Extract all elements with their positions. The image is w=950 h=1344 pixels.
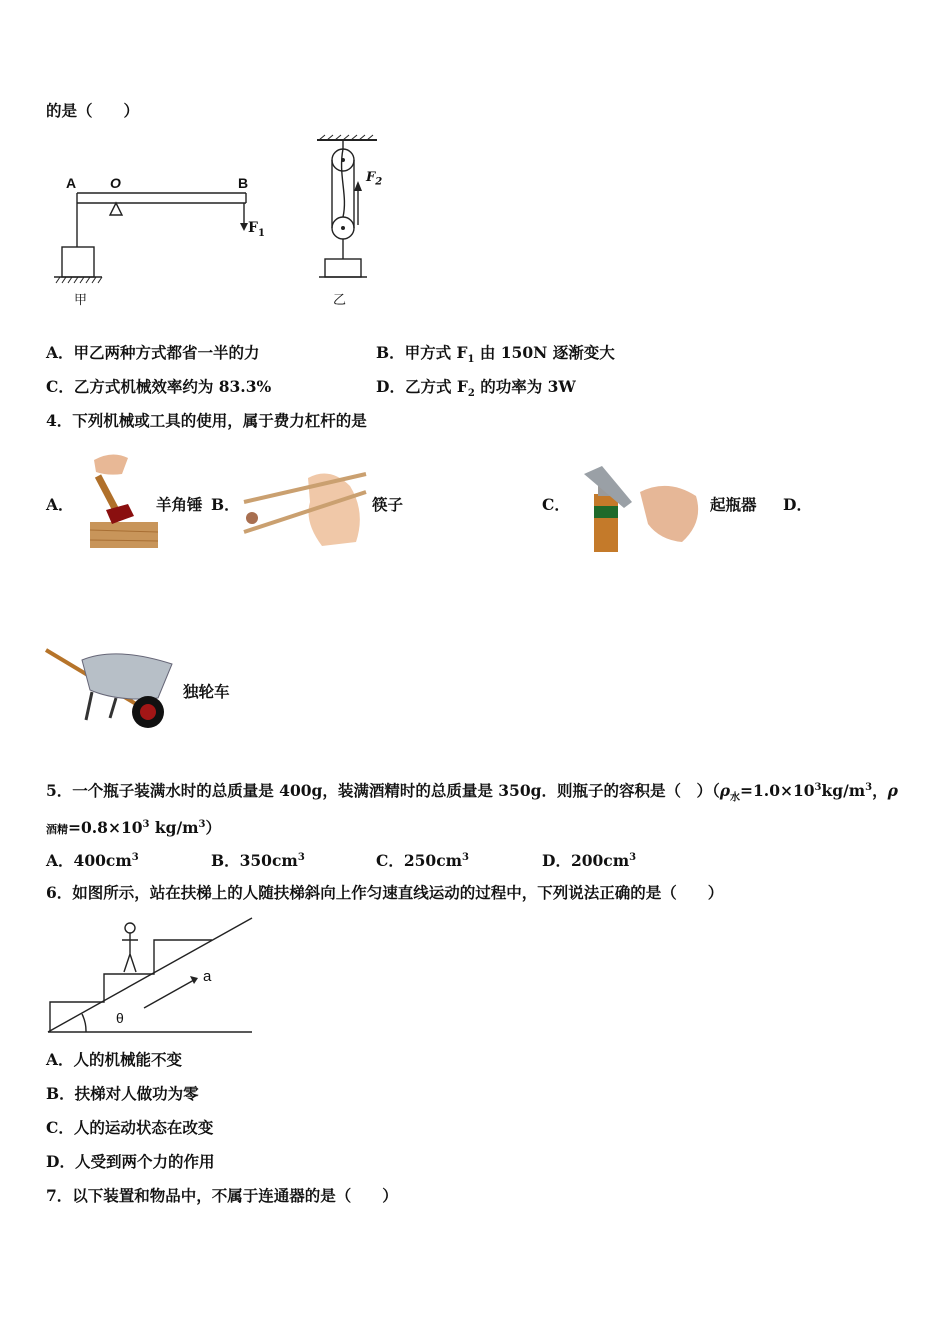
- force-f1-label: $F_1$: [248, 220, 265, 239]
- point-o-label: O: [110, 175, 121, 191]
- point-b-label: B: [238, 175, 249, 191]
- q3-option-d[interactable]: D．乙方式 $F_2$ 的功率为 3W: [376, 377, 576, 400]
- q5-option-b[interactable]: B．$350cm^3$: [211, 851, 305, 871]
- accel-label: a: [203, 968, 212, 985]
- q5-option-a[interactable]: A．$400cm^3$: [46, 851, 139, 871]
- claw-hammer-image: [82, 450, 162, 550]
- q5-stem: 5．一个瓶子装满水时的总质量是 400g，装满酒精时的总质量是 350g．则瓶子的容积是（ ）（$\rho_水=1.0\times 10^3kg/m^3$，ρ: [46, 781, 898, 804]
- point-a-label: A: [66, 175, 77, 191]
- chopsticks-image: [238, 462, 370, 552]
- q4-stem: 4．下列机械或工具的使用，属于费力杠杆的是: [46, 411, 367, 430]
- q3-option-b[interactable]: B．甲方式 $F_1$ 由 150N 逐渐变大: [376, 343, 615, 366]
- force-f2-label: $F_2$: [366, 170, 383, 188]
- q5-option-d[interactable]: D．$200cm^3$: [542, 851, 637, 871]
- q4-option-b-letter[interactable]: B．: [211, 495, 240, 514]
- escalator-diagram: [48, 912, 258, 1037]
- q7-stem: 7．以下装置和物品中，不属于连通器的是（ ）: [46, 1186, 398, 1205]
- q3-option-a[interactable]: A．甲乙两种方式都省一半的力: [46, 343, 260, 362]
- bottle-opener-image: [572, 464, 712, 554]
- q5-option-c[interactable]: C．$250cm^3$: [376, 851, 470, 871]
- q6-option-c[interactable]: C．人的运动状态在改变: [46, 1118, 214, 1137]
- q3-option-c[interactable]: C．乙方式机械效率约为 83.3%: [46, 377, 272, 396]
- figure-jia-caption: 甲: [74, 293, 88, 308]
- lever-diagram: [40, 165, 310, 345]
- q4-option-d-letter[interactable]: D．: [783, 495, 812, 514]
- q6-option-a[interactable]: A．人的机械能不变: [46, 1050, 183, 1069]
- pulley-diagram: [305, 135, 405, 295]
- q4-option-d-label: 独轮车: [183, 682, 230, 701]
- q4-option-a-label: 羊角锤: [156, 495, 203, 514]
- q3-stem-tail: 的是（ ）: [46, 101, 140, 120]
- q4-option-c-letter[interactable]: C．: [542, 495, 570, 514]
- figure-yi-caption: 乙: [333, 293, 347, 308]
- q4-option-a-letter[interactable]: A．: [46, 495, 74, 514]
- q6-option-d[interactable]: D．人受到两个力的作用: [46, 1152, 215, 1171]
- q4-option-c-label: 起瓶器: [710, 495, 757, 514]
- q4-option-b-label: 筷子: [372, 495, 404, 514]
- wheelbarrow-image: [46, 640, 181, 735]
- angle-label: θ: [116, 1010, 124, 1026]
- q5-stem-line2: 酒精$=0.8\times 10^3$ $kg/m^3$）: [46, 818, 222, 838]
- q6-option-b[interactable]: B．扶梯对人做功为零: [46, 1084, 199, 1103]
- q6-stem: 6．如图所示，站在扶梯上的人随扶梯斜向上作匀速直线运动的过程中，下列说法正确的是（ ）: [46, 883, 724, 902]
